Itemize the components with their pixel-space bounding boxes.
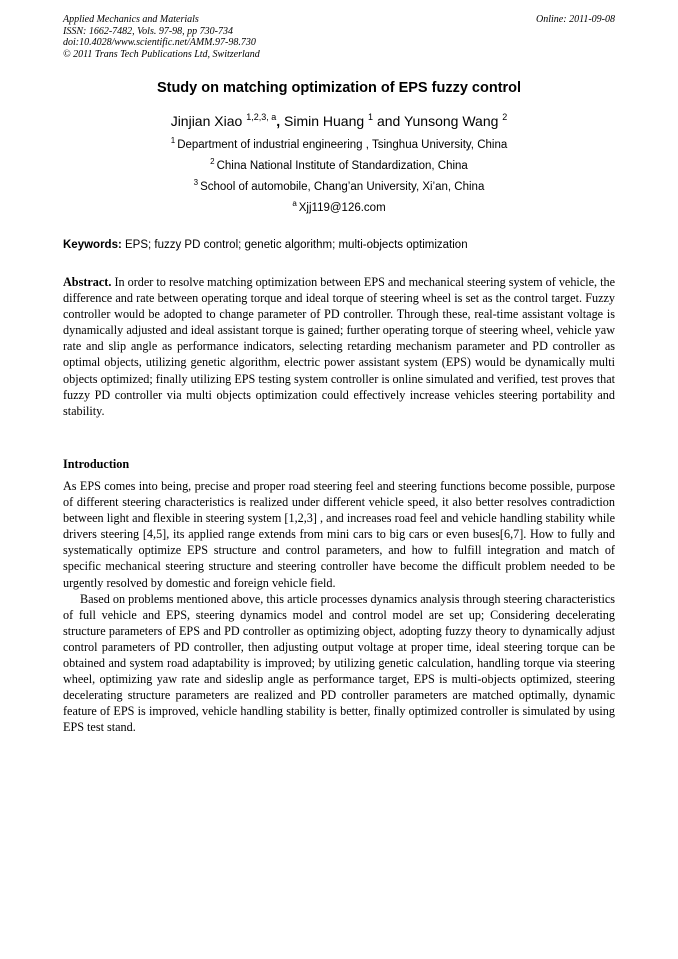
author-name: Yunsong Wang	[403, 113, 499, 129]
author-separator: ,	[276, 113, 281, 129]
affiliation-text: Department of industrial engineering , Tsinghua University, China	[177, 139, 508, 151]
affiliation-mark: 1	[170, 136, 176, 145]
affiliation-text: China National Institute of Standardization, China	[216, 160, 468, 172]
paragraph: As EPS comes into being, precise and proper road steering feel and steering functions become possible, purpose of different steering characteristics is realized under different vehicle speed, it also better resolves contradiction between light and flexible in steering system [1,2,3] , and increases road feel and vehicle handling stability while drivers steering [4,5], its applied range extends from mini cars to big cars or even buses[6,7]. How to fully and systematically optimize EPS structure and control parameters, and how to fulfill integration and match of specific mechanical steering structure and steering controller have become the difficult problem needed to be urgently resolved by domestic and foreign vehicle field.	[63, 479, 615, 590]
paper-title: Study on matching optimization of EPS fuzzy control	[156, 80, 522, 96]
email-text: Xjj119@126.com	[298, 202, 386, 214]
affiliation-mark: a	[292, 199, 297, 208]
keywords-label: Keywords:	[63, 239, 122, 251]
journal-name: Applied Mechanics and Materials	[63, 14, 199, 25]
author-email	[0, 199, 678, 214]
author-line	[0, 113, 678, 129]
introduction-body	[63, 478, 615, 736]
copyright-line: © 2011 Trans Tech Publications Ltd, Switzerland	[63, 48, 260, 60]
author-affiliation-mark: 2	[502, 112, 508, 122]
doi-line: doi:10.4028/www.scientific.net/AMM.97-98.730	[63, 37, 256, 48]
journal-header	[63, 14, 615, 60]
author-affiliation-mark: 1,2,3, a	[246, 112, 277, 122]
affiliation-mark: 3	[193, 178, 199, 187]
abstract-text: In order to resolve matching optimization between EPS and mechanical steering system of vehicle, the difference and rate between operating torque and ideal torque of steering wheel is set as the control target. Fuzzy controller would be adopted to change parameter of PD controller. Through these, real-time assistant voltage is dynamically adjusted and ideal assistant torque is gained; further operating torque of steering wheel, vehicle yaw rate and slip angle as performance indicators, selecting retarding mechanism parameter and PD controller as optimal objects, utilizing genetic algorithm, electric power assistant system (EPS) would be dynamically multi objects optimized; finally utilizing EPS testing system controller is online simulated and verified, test proves that fuzzy PD controller via multi objects optimization could effectively increase vehicles steering portability and stability.	[63, 275, 616, 418]
paragraph: Based on problems mentioned above, this article processes dynamics analysis through steering characteristics of full vehicle and EPS, steering dynamics model and control model are set up; Considering decelerating structure parameters of EPS and PD controller as optimizing object, adopting fuzzy theory to dynamically adjust control parameters of PD controller, then adjusting output voltage at proper time, ideal steering torque can be obtained and system road adaptability is improved; by utilizing genetic calculation, handling torque via steering wheel, optimizing yaw rate and sideslip angle as performance target, EPS is multi-objects optimized, steering decelerating structure parameters are realized and PD controller parameters are matched optimally, dynamic feature of EPS is improved, vehicle handling stability is better, finally optimized controller is simulated by using EPS test stand.	[63, 591, 615, 735]
abstract-label: Abstract.	[63, 275, 112, 289]
affiliation-text: School of automobile, Chang’an University, Xi’an, China	[200, 181, 485, 193]
affiliation	[0, 178, 678, 193]
affiliation-mark: 2	[210, 157, 215, 166]
abstract	[63, 274, 615, 419]
affiliation	[0, 157, 678, 172]
author-name: Jinjian Xiao	[170, 113, 243, 129]
online-date: Online: 2011-09-08	[536, 14, 615, 25]
author-name: Simin Huang	[284, 113, 365, 129]
author-conjunction: and	[376, 113, 401, 129]
issn-line: ISSN: 1662-7482, Vols. 97-98, pp 730-734	[63, 25, 233, 37]
keywords	[63, 239, 615, 251]
affiliation	[0, 136, 678, 151]
author-affiliation-mark: 1	[368, 112, 374, 122]
keywords-text: EPS; fuzzy PD control; genetic algorithm; multi-objects optimization	[125, 239, 468, 251]
section-heading: Introduction	[63, 457, 130, 471]
